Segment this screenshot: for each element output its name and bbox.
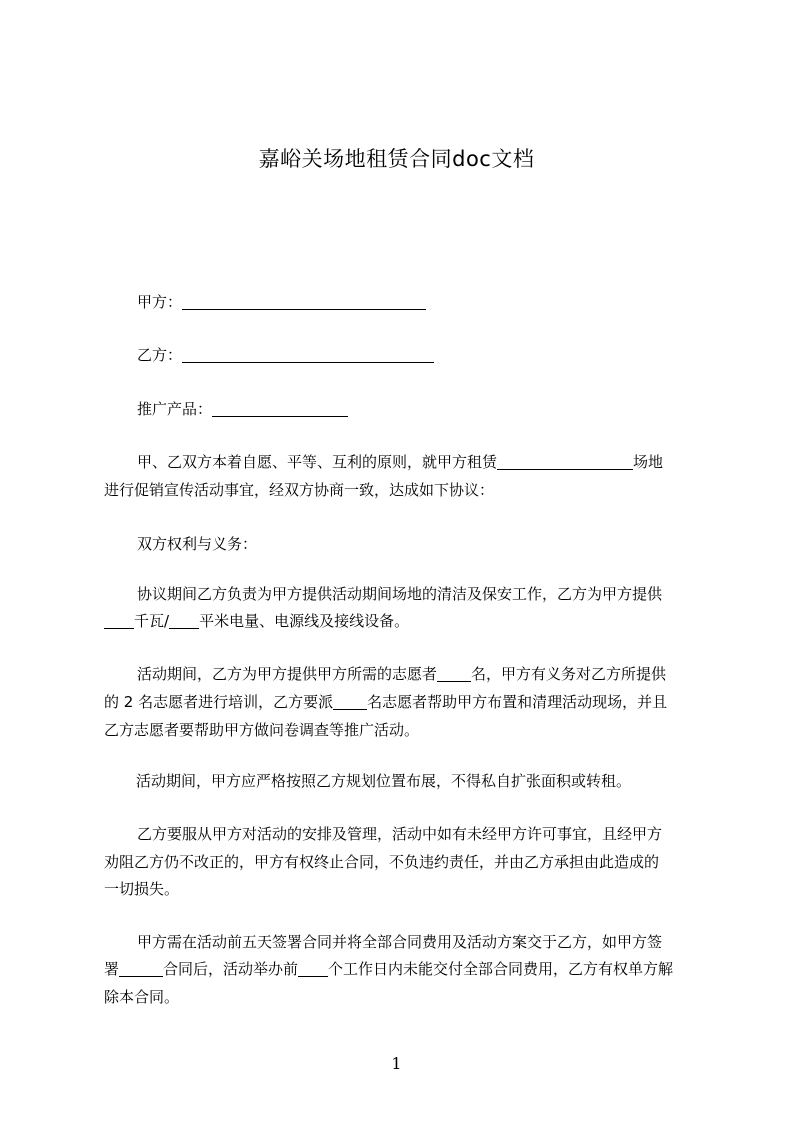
- paragraph-6-line-3: 除本合同。: [104, 988, 180, 1006]
- paragraph-2-end: 平米电量、电源线及接线设备。: [199, 612, 410, 630]
- party-b-blank: [182, 347, 434, 363]
- paragraph-1-line-2: 进行促销宣传活动事宜，经双方协商一致，达成如下协议：: [104, 481, 495, 499]
- volunteer-count-blank: [437, 666, 471, 682]
- paragraph-3-line-1: [104, 660, 733, 688]
- kilowatt-blank: [104, 613, 134, 629]
- volunteer-dispatch-blank: [333, 694, 367, 710]
- party-a-label: 甲方：: [137, 293, 183, 311]
- paragraph-6-line-2-start: 署: [104, 960, 120, 978]
- paragraph-3-line-2: [104, 688, 700, 716]
- paragraph-1-end: 场地: [633, 453, 664, 471]
- product-blank: [212, 401, 348, 417]
- party-a-line: [104, 288, 733, 316]
- workday-count-blank: [298, 961, 328, 977]
- paragraph-6-line-2-mid: 合同后，活动举办前: [163, 960, 299, 978]
- square-meter-blank: [169, 613, 199, 629]
- party-b-line: [104, 341, 733, 369]
- page-number: 1: [391, 1054, 402, 1073]
- paragraph-3-line-1-start: 活动期间，乙方为甲方提供甲方所需的志愿者: [137, 665, 438, 683]
- product-label: 推广产品：: [137, 400, 213, 418]
- paragraph-5-line-2: 劝阻乙方仍不改正的，甲方有权终止合同，不负违约责任，并由乙方承担由此造成的: [104, 853, 660, 871]
- paragraph-3-line-3: 乙方志愿者要帮助甲方做问卷调查等推广活动。: [104, 721, 420, 739]
- paragraph-6-line-1: 甲方需在活动前五天签署合同并将全部合同费用及活动方案交于乙方，如甲方签: [137, 933, 663, 951]
- paragraph-6-line-2-end: 个工作日内未能交付全部合同费用，乙方有权单方解: [328, 960, 674, 978]
- document-title: 嘉峪关场地租赁合同doc文档: [258, 147, 535, 171]
- paragraph-3-line-2-start: 的 2 名志愿者进行培训，乙方要派: [104, 693, 334, 711]
- rental-venue-blank: [497, 454, 633, 470]
- paragraph-4-line-1: 活动期间，甲方应严格按照乙方规划位置布展，不得私自扩张面积或转租。: [136, 772, 632, 790]
- paragraph-2-line-2: [104, 607, 700, 635]
- party-a-blank: [182, 294, 426, 310]
- party-b-label: 乙方：: [137, 346, 183, 364]
- paragraph-5-line-1: 乙方要服从甲方对活动的安排及管理，活动中如有未经甲方许可事宜，且经甲方: [137, 825, 663, 843]
- paragraph-3-line-1-end: 名，甲方有义务对乙方所提供: [471, 665, 667, 683]
- paragraph-2-mid: 千瓦/: [134, 612, 170, 630]
- paragraph-1-start: 甲、乙双方本着自愿、平等、互利的原则，就甲方租赁: [137, 453, 498, 471]
- signing-blank: [119, 961, 163, 977]
- paragraph-3-line-2-end: 名志愿者帮助甲方布置和清理活动现场，并且: [367, 693, 668, 711]
- paragraph-5-line-3: 一切损失。: [104, 880, 180, 898]
- paragraph-2-line-1: 协议期间乙方负责为甲方提供活动期间场地的清洁及保安工作，乙方为甲方提供: [137, 585, 663, 603]
- section-heading: 双方权利与义务：: [137, 535, 258, 553]
- paragraph-6-line-2: [104, 955, 700, 983]
- product-line: [104, 395, 733, 423]
- paragraph-1-line-1: [104, 448, 733, 476]
